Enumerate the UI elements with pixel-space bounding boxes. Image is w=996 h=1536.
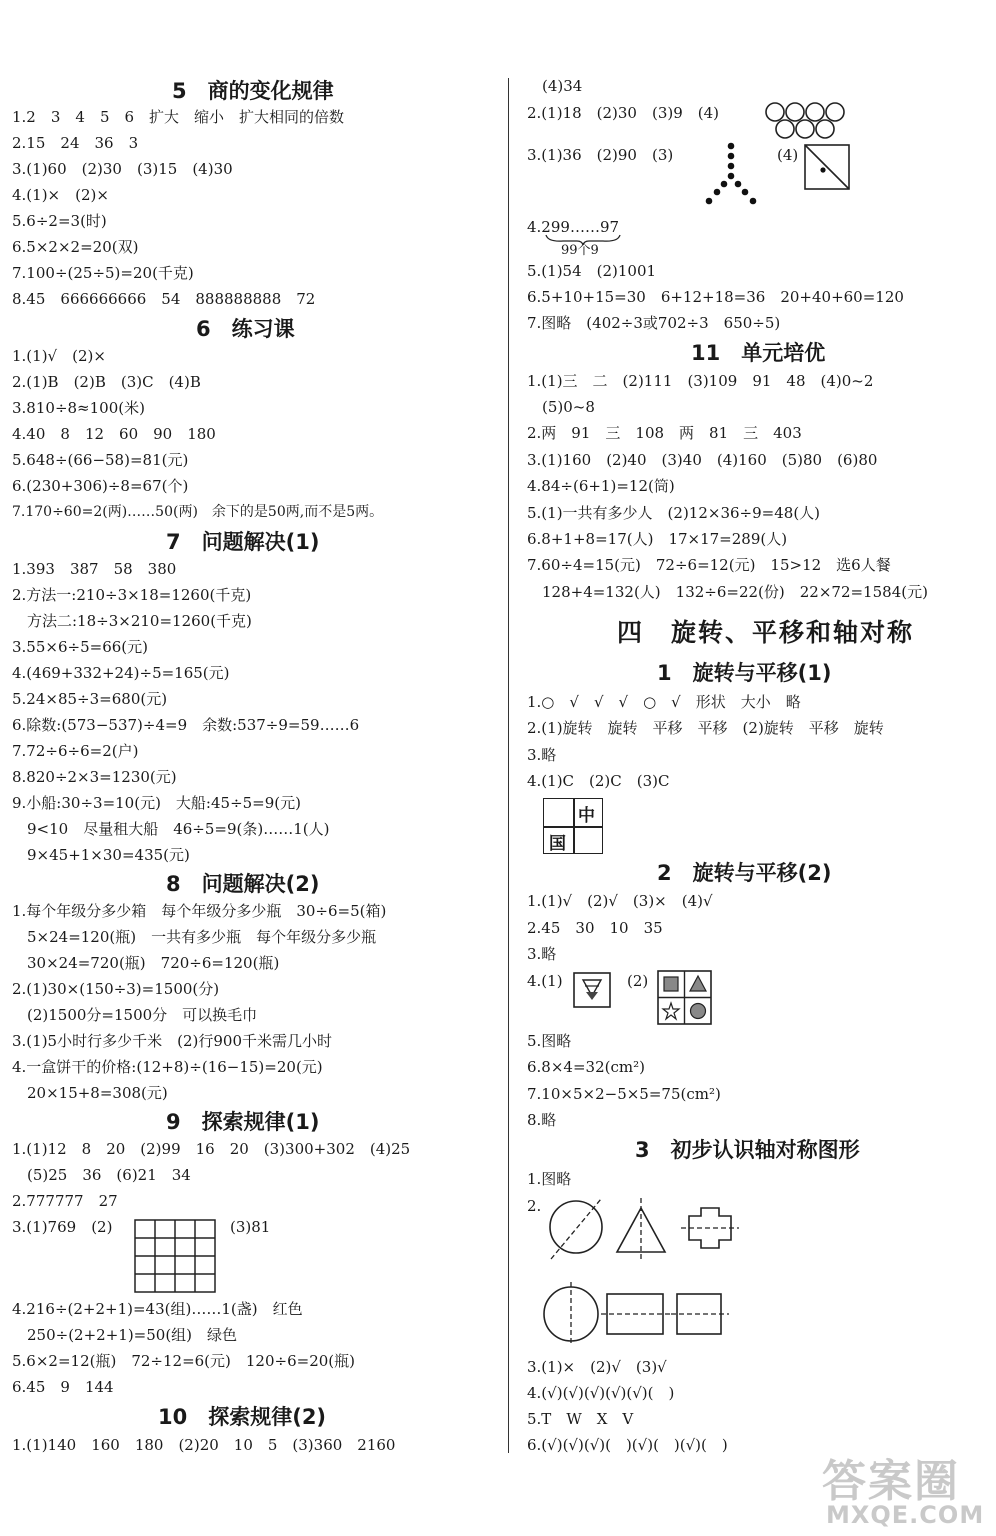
answer-line: 9<10 尽量租大船 46÷5=9(条)……1(人) (12, 820, 330, 838)
answer-line: 7.72÷6÷6=2(户) (12, 742, 139, 760)
answer-line: 方法二:18÷3×210=1260(千克) (12, 612, 252, 630)
answer-line: 6.5×2×2=20(双) (12, 238, 139, 256)
answer-line: 1.2 3 4 5 6 扩大 缩小 扩大相同的倍数 (12, 108, 345, 126)
section-heading: 5 商的变化规律 (172, 79, 334, 103)
answer-line: 3.略 (527, 945, 557, 963)
answer-line: 3.810÷8≈100(米) (12, 399, 145, 417)
answer-line: 8.820÷2×3=1230(元) (12, 768, 177, 786)
answer-line: 5.6×2=12(瓶) 72÷12=6(元) 120÷6=20(瓶) (12, 1352, 355, 1370)
shape-figure-1 (573, 972, 613, 1008)
answer-line: (3)81 (230, 1218, 271, 1236)
answer-line: 2.(1)B (2)B (3)C (4)B (12, 373, 201, 391)
answer-line: 1.每个年级分多少箱 每个年级分多少瓶 30÷6=5(箱) (12, 902, 387, 920)
answer-line: 8.45 666666666 54 888888888 72 (12, 290, 316, 308)
answer-line: 4.216÷(2+2+1)=43(组)……1(盏) 红色 (12, 1300, 303, 1318)
section-heading: 11 单元培优 (691, 341, 826, 365)
square-diagonal-figure (804, 144, 850, 190)
char-cell: 中 (578, 806, 595, 826)
answer-line: 20×15+8=308(元) (12, 1084, 168, 1102)
answer-line: 2.45 30 10 35 (527, 919, 663, 937)
answer-line: 7.60÷4=15(元) 72÷6=12(元) 15>12 选6人餐 (527, 556, 891, 574)
watermark-url: MXQE.COM (826, 1501, 985, 1529)
answer-line: 3.(1)160 (2)40 (3)40 (4)160 (5)80 (6)80 (527, 451, 878, 469)
answer-line: 5.T W X V (527, 1410, 634, 1428)
answer-line: (4) (777, 146, 799, 164)
answer-line: 1.(1)√ (2)× (12, 347, 106, 365)
section-heading: 2 旋转与平移(2) (657, 861, 832, 885)
answer-line: (2) (627, 972, 649, 990)
answer-line: 7.图略 (402÷3或702÷3 650÷5) (527, 314, 781, 332)
answer-line: 250÷(2+2+1)=50(组) 绿色 (12, 1326, 238, 1344)
answer-line: 4.(√)(√)(√)(√)(√)( ) (527, 1384, 675, 1402)
answer-line: 4.84÷(6+1)=12(筒) (527, 477, 675, 495)
answer-line: 2.777777 27 (12, 1192, 118, 1210)
answer-line: 4.299……97 (527, 218, 620, 236)
section-heading: 6 练习课 (196, 317, 295, 341)
answer-line: 2.两 91 三 108 两 81 三 403 (527, 424, 802, 442)
answer-line: 7.10×5×2−5×5=75(cm²) (527, 1085, 721, 1103)
answer-line: 2.方法一:210÷3×18=1260(千克) (12, 586, 252, 604)
column-divider (508, 78, 509, 1453)
answer-line: 1.图略 (527, 1170, 572, 1188)
char-cell: 国 (549, 834, 566, 854)
answer-line: (5)0~8 (527, 398, 595, 416)
watermark-text: 答案圈 (822, 1456, 960, 1507)
section-heading: 7 问题解决(1) (166, 530, 320, 554)
answer-line: 2.(1)旋转 旋转 平移 平移 (2)旋转 平移 旋转 (527, 719, 884, 737)
answer-line: 1.○ √ √ √ ○ √ 形状 大小 略 (527, 693, 801, 711)
answer-line: 5.(1)54 (2)1001 (527, 262, 657, 280)
answer-line: 9×45+1×30=435(元) (12, 846, 190, 864)
answer-line: 4.(1)× (2)× (12, 186, 109, 204)
dot-pattern-figure (701, 142, 761, 212)
answer-line: 128+4=132(人) 132÷6=22(份) 22×72=1584(元) (527, 583, 928, 601)
symmetry-figures-row2 (539, 1280, 739, 1350)
answer-line: 5.(1)一共有多少人 (2)12×36÷9=48(人) (527, 504, 821, 522)
section-heading: 8 问题解决(2) (166, 872, 320, 896)
answer-line: 6.5+10+15=30 6+12+18=36 20+40+60=120 (527, 288, 904, 306)
answer-line: (2)1500分=1500分 可以换毛巾 (12, 1006, 258, 1024)
answer-line: 30×24=720(瓶) 720÷6=120(瓶) (12, 954, 280, 972)
section-heading: 1 旋转与平移(1) (657, 661, 832, 685)
answer-line: 3.(1)60 (2)30 (3)15 (4)30 (12, 160, 233, 178)
section-heading: 9 探索规律(1) (166, 1110, 320, 1134)
grid-figure (134, 1219, 216, 1293)
answer-line: 5.24×85÷3=680(元) (12, 690, 168, 708)
answer-line: 4.一盒饼干的价格:(12+8)÷(16−15)=20(元) (12, 1058, 323, 1076)
answer-line: 2.15 24 36 3 (12, 134, 139, 152)
answer-line: (5)25 36 (6)21 34 (12, 1166, 191, 1184)
answer-line: 5.6÷2=3(时) (12, 212, 107, 230)
answer-line: 1.393 387 58 380 (12, 560, 177, 578)
symmetry-figures-row1 (545, 1196, 755, 1266)
answer-line: 2.(1)30×(150÷3)=1500(分) (12, 980, 220, 998)
answer-line: 5×24=120(瓶) 一共有多少瓶 每个年级分多少瓶 (12, 928, 377, 946)
brace-label: 99个9 (561, 243, 599, 258)
answer-line: 4.(1)C (2)C (3)C (527, 772, 670, 790)
answer-line: 6.8+1+8=17(人) 17×17=289(人) (527, 530, 788, 548)
answer-line: 6.(√)(√)(√)( )(√)( )(√)( ) (527, 1436, 728, 1454)
chapter-heading: 四 旋转、平移和轴对称 (617, 618, 915, 647)
watermark-logo (822, 1445, 994, 1533)
answer-line: 6.45 9 144 (12, 1378, 114, 1396)
answer-line: 1.(1)√ (2)√ (3)× (4)√ (527, 892, 713, 910)
answer-line: 7.100÷(25÷5)=20(千克) (12, 264, 194, 282)
section-heading: 3 初步认识轴对称图形 (635, 1138, 860, 1162)
answer-line: 3.(1)769 (2) (12, 1218, 113, 1236)
answer-line: 6.(230+306)÷8=67(个) (12, 477, 189, 495)
answer-line: 4.40 8 12 60 90 180 (12, 425, 216, 443)
answer-line: 3.(1)36 (2)90 (3) (527, 146, 674, 164)
answer-line: 6.8×4=32(cm²) (527, 1058, 645, 1076)
answer-line: 8.略 (527, 1111, 557, 1129)
answer-line: 2.(1)18 (2)30 (3)9 (4) (527, 104, 720, 122)
answer-line: 3.55×6÷5=66(元) (12, 638, 148, 656)
answer-line: 3.(1)× (2)√ (3)√ (527, 1358, 667, 1376)
answer-line: 6.除数:(573−537)÷4=9 余数:537÷9=59……6 (12, 716, 360, 734)
answer-line: 3.略 (527, 746, 557, 764)
answer-line: 2. (527, 1197, 542, 1215)
answer-line: 4.(1) (527, 972, 563, 990)
answer-line: 4.(469+332+24)÷5=165(元) (12, 664, 230, 682)
circles-figure (763, 102, 853, 140)
answer-line: 5.648÷(66−58)=81(元) (12, 451, 189, 469)
answer-line: 5.图略 (527, 1032, 572, 1050)
answer-line: 1.(1)三 二 (2)111 (3)109 91 48 (4)0~2 (527, 372, 874, 390)
answer-line: 3.(1)5小时行多少千米 (2)行900千米需几小时 (12, 1032, 332, 1050)
answer-line: (4)34 (527, 77, 583, 95)
section-heading: 10 探索规律(2) (158, 1405, 327, 1429)
answer-line: 9.小船:30÷3=10(元) 大船:45÷5=9(元) (12, 794, 301, 812)
answer-line: 1.(1)12 8 20 (2)99 16 20 (3)300+302 (4)25 (12, 1140, 411, 1158)
shape-figure-2 (657, 970, 713, 1026)
answer-line: 7.170÷60=2(两)……50(两) 余下的是50两,而不是5两。 (12, 504, 384, 520)
char-grid-figure (543, 798, 603, 854)
answer-line: 1.(1)140 160 180 (2)20 10 5 (3)360 2160 (12, 1436, 396, 1454)
